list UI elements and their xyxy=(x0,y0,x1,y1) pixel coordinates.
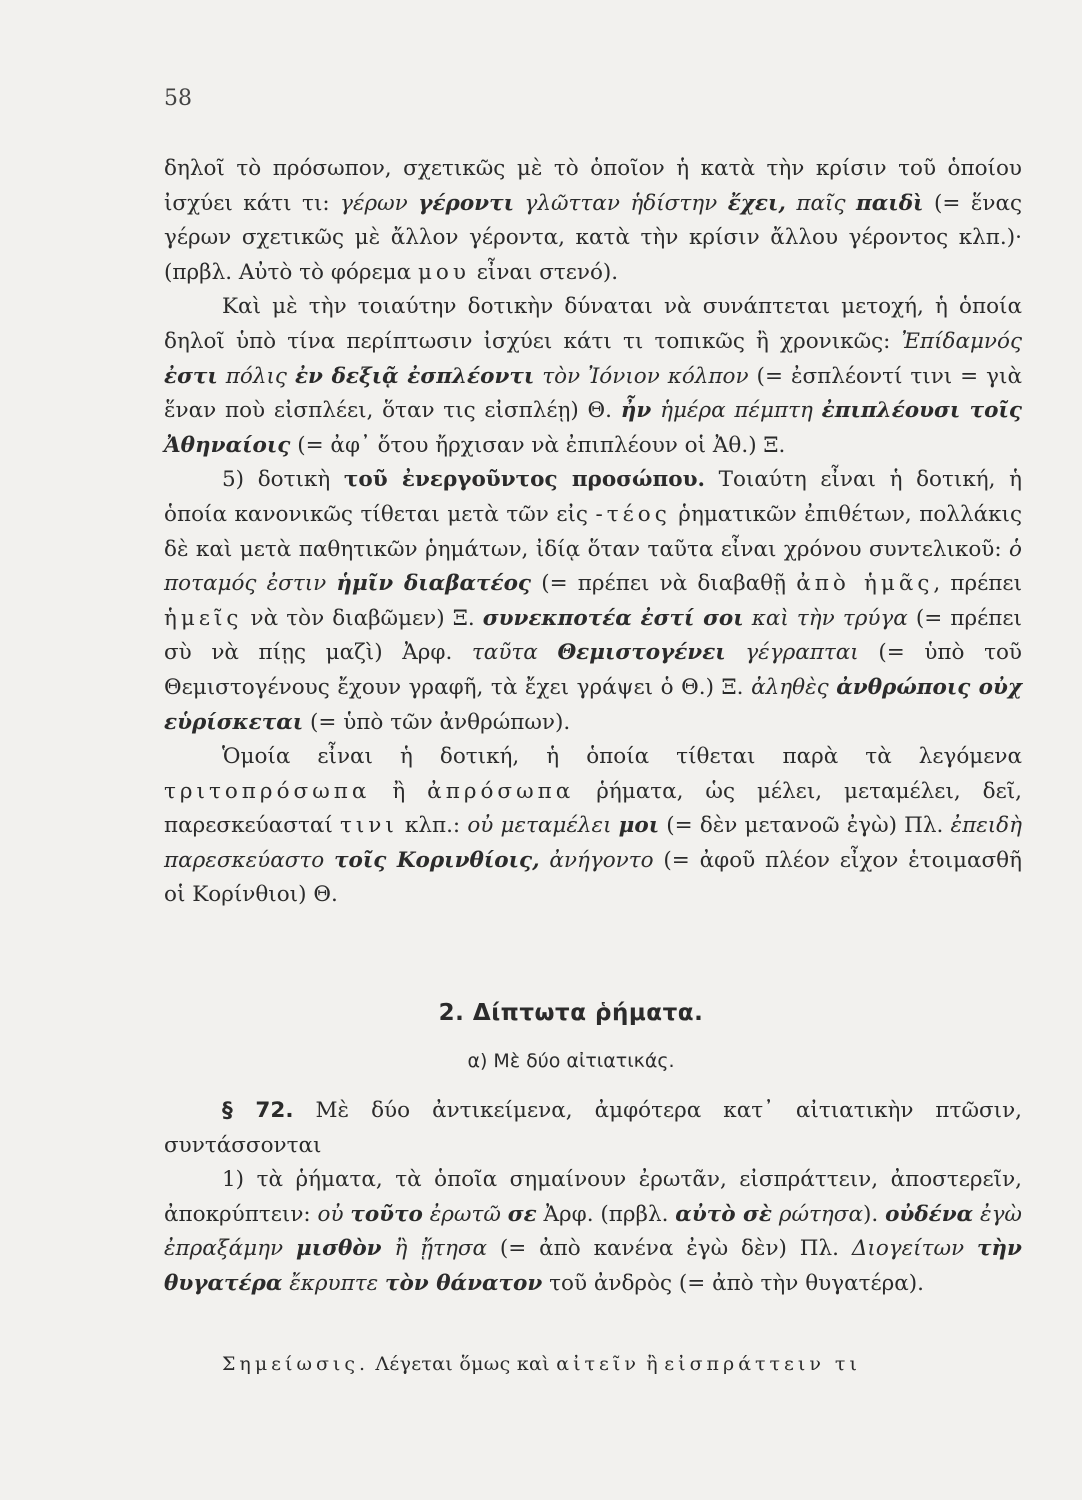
paragraph: Ὁμοία εἶναι ἡ δοτική, ἡ ὁποία τίθεται παρὰ τὰ λεγόμενα τριτοπρόσωπα ἢ ἀπρόσωπα ῥήματα, ὡς μέλει, μεταμέλει, δεῖ, παρεσκεύασταί τινι κλπ.: οὐ μεταμέλει μοι (= δὲν μετανοῶ ἐγὼ) Πλ. ἐπειδὴ παρεσκεύαστο τοῖς Κορινθίοις, ἀνήγοντο (= ἀφοῦ πλέον εἶχον ἑτοιμασθῆ οἱ Κορίνθιοι) Θ. xyxy=(164,744,1023,908)
section-subheading: α) Μὲ δύο αἰτιατικάς. xyxy=(467,1050,675,1072)
paragraph: δηλοῖ τὸ πρόσωπον, σχετικῶς μὲ τὸ ὁποῖον ἡ κατὰ τὴν κρίσιν τοῦ ὁποίου ἰσχύει κάτι τι: γέρων γέροντι γλῶτταν ἡδίστην ἔχει, παῖς παιδὶ (= ἕνας γέρων σχετικῶς μὲ ἄλλον γέροντα, κατὰ τὴν κρίσιν ἄλλου γέροντος κλπ.)· (πρβλ. Αὐτὸ τὸ φόρεμα μου εἶναι στενό). xyxy=(164,156,1023,285)
paragraph: 5) δοτικὴ τοῦ ἐνεργοῦντος προσώπου. Τοιαύτη εἶναι ἡ δοτική, ἡ ὁποία κανονικῶς τίθεται μετὰ τῶν εἰς -τέος ῥηματικῶν ἐπιθέτων, πολλάκις δὲ καὶ μετὰ παθητικῶν ῥημάτων, ἰδίᾳ ὅταν ταῦτα εἶναι χρόνου συντελικοῦ: ὁ ποταμός ἐστιν ἡμῖν διαβατέος (= πρέπει νὰ διαβαθῇ ἀπὸ ἡμᾶς, πρέπει ἡμεῖς νὰ τὸν διαβῶμεν) Ξ. συνεκποτέα ἐστί σοι καὶ τὴν τρύγα (= πρέπει σὺ νὰ πίῃς μαζὶ) Ἀρφ. ταῦτα Θεμιστογένει γέγραπται (= ὑπὸ τοῦ Θεμιστογένους ἔχουν γραφῆ, τὰ ἔχει γράψει ὁ Θ.) Ξ. ἀληθὲς ἀνθρώποις οὐχ εὑρίσκεται (= ὑπὸ τῶν ἀνθρώπων). xyxy=(164,467,1022,735)
body-text-lower xyxy=(164,1094,1022,1302)
paragraph: § 72. Μὲ δύο ἀντικείμενα, ἀμφότερα κατ᾽ αἰτιατικὴν πτῶσιν, συντάσσονται xyxy=(164,1098,1022,1158)
page-number: 58 xyxy=(164,86,192,111)
note-line: Σημείωσις. Λέγεται ὅμως καὶ αἰτεῖν ἢ εἰσπράττειν τι xyxy=(222,1353,861,1375)
body-text-upper xyxy=(164,152,1022,913)
paragraph: 1) τὰ ῥήματα, τὰ ὁποῖα σημαίνουν ἐρωτᾶν, εἰσπράττειν, ἀποστερεῖν, ἀποκρύπτειν: οὐ τοῦτο ἐρωτῶ σε Ἀρφ. (πρβλ. αὐτὸ σὲ ρώτησα). οὐδένα ἐγὼ ἐπραξάμην μισθὸν ἢ ᾔτησα (= ἀπὸ κανένα ἐγὼ δὲν) Πλ. Διογείτων τὴν θυγατέρα ἔκρυπτε τὸν θάνατον τοῦ ἀνδρὸς (= ἀπὸ τὴν θυγατέρα). xyxy=(164,1167,1022,1296)
paragraph-number: § 72. xyxy=(222,1098,294,1123)
paragraph: Καὶ μὲ τὴν τοιαύτην δοτικὴν δύναται νὰ συνάπτεται μετοχή, ἡ ὁποία δηλοῖ ὑπὸ τίνα περίπτωσιν ἰσχύει κάτι τι τοπικῶς ἢ χρονικῶς: Ἐπίδαμνός ἐστι πόλις ἐν δεξιᾷ ἐσπλέοντι τὸν Ἰόνιον κόλπον (= ἐσπλέοντί τινι = γιὰ ἕναν ποὺ εἰσπλέει, ὅταν τις εἰσπλέῃ) Θ. ἦν ἡμέρα πέμπτη ἐπιπλέουσι τοῖς Ἀθηναίοις (= ἀφ᾽ ὅτου ἤρχισαν νὰ ἐπιπλέουν οἱ Ἀθ.) Ξ. xyxy=(164,294,1022,458)
section-heading: 2. Δίπτωτα ῥήματα. xyxy=(438,1000,704,1026)
